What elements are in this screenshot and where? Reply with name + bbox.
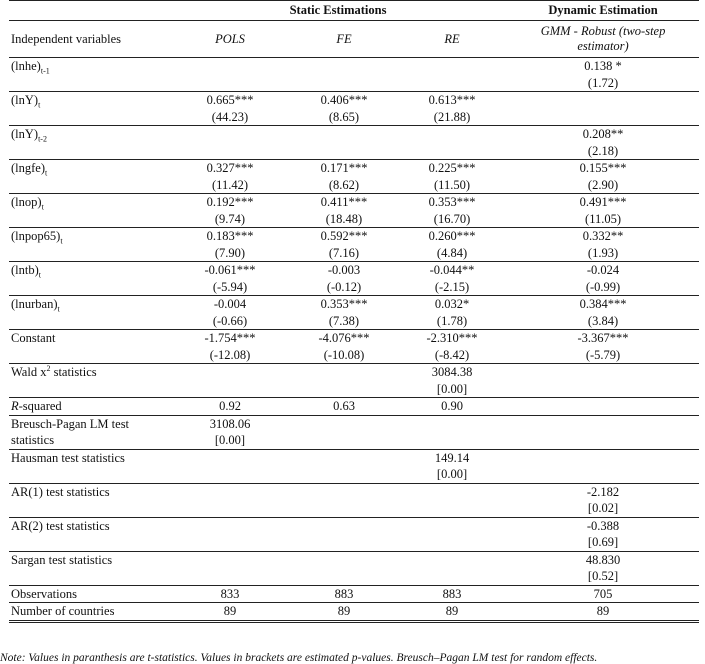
variable-subscript: t [41,202,44,212]
cell-pols [169,92,291,126]
footer-fe: 89 [291,603,397,620]
cell-gmm-stat: (-0.99) [585,279,621,294]
cell-gmm-stat: (2.90) [587,177,619,192]
cell-gmm [507,228,699,262]
regression-table [9,0,699,623]
cell-gmm [507,262,699,296]
footer-label: Number of countries [9,603,169,620]
cell-fe [291,58,397,92]
table-row [9,92,699,126]
variable-subscript: t [38,100,41,110]
cell-fe-value: 0.406*** [320,93,368,107]
cell-pols [169,126,291,160]
variable-label [9,92,169,126]
cell-fe-stat: (8.62) [328,177,360,192]
wald-label-a: Wald x [11,365,47,379]
cell-pols [169,415,291,449]
cell-fe-value: 0.171*** [320,161,368,175]
variable-name: (lnurban) [11,297,58,311]
cell-fe-value: -0.003 [327,263,361,277]
cell-pols [169,517,291,551]
cell-gmm-stat: (3.84) [587,313,619,328]
table-row [9,160,699,194]
cell-gmm-stat: (1.93) [587,245,619,260]
table-row [9,262,699,296]
variable-label [9,160,169,194]
cell-re [397,330,507,364]
rsquared-label-rest: -squared [18,399,62,413]
cell-re-value: 0.613*** [428,93,476,107]
cell-gmm-value: 0.491*** [579,195,627,209]
wald-label [9,364,169,398]
cell-gmm-value: 0.138 * [584,59,622,73]
cell-gmm [507,551,699,585]
cell-fe-value: 0.411*** [320,195,368,209]
cell-fe [291,551,397,585]
cell-fe [291,92,397,126]
cell-gmm [507,517,699,551]
cell-gmm [507,449,699,483]
cell-fe-value: 0.592*** [320,229,368,243]
cell-re-value: 0.032* [434,297,470,311]
dynamic-group-label: Dynamic Estimation [548,3,658,18]
breusch-pagan-label-2: statistics [11,433,55,447]
wald-re-stat: [0.00] [436,381,468,396]
cell-re [397,194,507,228]
cell-re [397,58,507,92]
cell-pols-value: 0.183*** [206,229,254,243]
cell-fe-stat: (-10.08) [323,347,365,362]
rsquared-re: 0.90 [397,398,507,416]
variable-name: (lngfe) [11,161,46,175]
cell-fe-stat: (7.38) [328,313,360,328]
table-row [9,296,699,330]
column-header-row [9,21,699,58]
cell-gmm-stat: (11.05) [585,211,622,226]
variable-name: (lnY) [11,93,39,107]
cell-re-stat: (1.78) [436,313,468,328]
col-header-gmm-line1: GMM - Robust (two-step [540,24,666,38]
footer-pols: 89 [169,603,291,620]
rsquared-fe: 0.63 [291,398,397,416]
cell-pols-value: -1.754*** [204,331,256,345]
cell-pols-value: 0.665*** [206,93,254,107]
cell-pols [169,262,291,296]
cell-re-value: -0.044** [429,263,475,277]
cell-re-stat: (11.50) [434,177,471,192]
cell-pols-stat: (11.42) [212,177,248,192]
footer-gmm: 89 [507,603,699,620]
cell-re-value: 0.260*** [428,229,476,243]
cell-re [397,92,507,126]
cell-gmm [507,330,699,364]
cell-gmm [507,415,699,449]
cell-gmm-value: -3.367*** [577,331,629,345]
footer-label: Observations [9,585,169,603]
table-note: Note: Values in paranthesis are t-statistics. Values in brackets are estimated p-values. Breusch–Pagan LM test for random effects. [0,652,598,664]
variable-label [9,296,169,330]
col-header-gmm [507,21,699,58]
ar2-gmm-value: -0.388 [586,518,620,533]
cell-re [397,364,507,398]
rsquared-label [9,398,169,416]
cell-fe-stat: (-0.12) [326,279,362,294]
cell-pols-value: 0.327*** [206,161,254,175]
table-row [9,58,699,92]
cell-re [397,296,507,330]
variable-label [9,194,169,228]
variable-name: (lnY) [11,127,39,141]
cell-pols-stat: (-0.66) [212,313,248,328]
cell-fe-stat: (18.48) [325,211,363,226]
wald-re-value: 3084.38 [431,365,473,379]
variable-label [9,330,169,364]
cell-gmm-stat: (1.72) [587,75,619,90]
cell-pols-value: -0.061*** [204,263,256,277]
bp-pols-value: 3108.06 [209,416,251,431]
variable-name: (lntb) [11,263,39,277]
table-row [9,228,699,262]
footer-re: 883 [397,585,507,603]
col-header-re: RE [397,21,507,58]
cell-fe [291,449,397,483]
variable-subscript: t-1 [40,66,50,76]
cell-pols-stat: (7.90) [214,245,246,260]
cell-re [397,228,507,262]
cell-gmm-value: 0.332** [582,229,624,243]
cell-pols-stat: (-12.08) [209,347,251,362]
cell-re [397,160,507,194]
cell-fe [291,160,397,194]
cell-re [397,551,507,585]
breusch-pagan-label-1: Breusch-Pagan LM test [11,416,130,431]
cell-re-stat: (16.70) [433,211,471,226]
cell-pols [169,296,291,330]
cell-fe [291,483,397,517]
cell-gmm [507,160,699,194]
cell-pols [169,194,291,228]
hausman-row [9,449,699,483]
cell-re-stat: (-8.42) [434,347,470,362]
cell-re-stat: (21.88) [433,109,471,124]
group-header-row [9,1,699,21]
variable-label [9,126,169,160]
footer-row [9,603,699,620]
cell-re [397,517,507,551]
variable-subscript: t [60,236,63,246]
cell-fe [291,228,397,262]
cell-pols [169,58,291,92]
sargan-label: Sargan test statistics [9,551,169,585]
cell-fe [291,415,397,449]
cell-pols [169,551,291,585]
cell-pols [169,483,291,517]
cell-re-value: -2.310*** [426,331,478,345]
variable-label [9,262,169,296]
bottom-rule [9,620,699,623]
cell-re [397,262,507,296]
cell-fe-stat: (7.16) [328,245,360,260]
cell-gmm [507,194,699,228]
cell-gmm-value: 0.208** [582,127,624,141]
breusch-pagan-row [9,415,699,449]
cell-pols-stat: (-5.94) [212,279,248,294]
cell-gmm [507,364,699,398]
variable-label [9,58,169,92]
cell-fe [291,364,397,398]
footer-row [9,585,699,603]
cell-fe-value: -4.076*** [318,331,370,345]
wald-label-b: statistics [50,365,97,379]
cell-fe [291,262,397,296]
hausman-label: Hausman test statistics [9,449,169,483]
variable-name: (lnhe) [11,59,41,73]
cell-fe-value: 0.353*** [320,297,368,311]
ar1-row [9,483,699,517]
variable-label [9,228,169,262]
variable-name: (lnop) [11,195,42,209]
variable-subscript: t [38,270,42,280]
variable-name: Constant [11,331,56,345]
cell-fe [291,517,397,551]
wald-label-sup: 2 [46,363,51,373]
sargan-row [9,551,699,585]
ar2-row [9,517,699,551]
variable-subscript: t-2 [38,134,47,144]
cell-pols [169,364,291,398]
col-header-fe: FE [291,21,397,58]
cell-pols [169,330,291,364]
table-row [9,126,699,160]
variable-subscript: t [45,168,48,178]
cell-gmm [507,126,699,160]
cell-re-value: 0.225*** [428,161,476,175]
ar2-label: AR(2) test statistics [9,517,169,551]
static-group-label: Static Estimations [289,3,387,18]
cell-re [397,483,507,517]
footer-re: 89 [397,603,507,620]
rsquared-row [9,398,699,416]
cell-pols-stat: (9.74) [214,211,246,226]
footer-fe: 883 [291,585,397,603]
sargan-gmm-value: 48.830 [585,552,621,567]
cell-pols-value: -0.004 [213,297,247,311]
cell-re-stat: (-2.15) [434,279,470,294]
cell-gmm-stat: (2.18) [587,143,619,158]
breusch-pagan-label [9,415,169,449]
cell-fe [291,126,397,160]
cell-re-value: 0.353*** [428,195,476,209]
cell-pols [169,228,291,262]
cell-fe-stat: (8.65) [328,109,360,124]
table-row [9,194,699,228]
variable-name: (lnpop65) [11,229,61,243]
cell-gmm-value: 0.155*** [579,161,627,175]
cell-gmm-value: 0.384*** [579,297,627,311]
cell-re [397,126,507,160]
results-table [9,1,699,620]
col-header-pols: POLS [169,21,291,58]
cell-fe [291,296,397,330]
cell-gmm [507,92,699,126]
sargan-gmm-stat: [0.52] [587,569,619,583]
cell-gmm [507,296,699,330]
variable-subscript: t [57,304,60,314]
cell-re [397,415,507,449]
rsquared-pols: 0.92 [169,398,291,416]
table-row [9,330,699,364]
bp-pols-stat: [0.00] [214,433,246,447]
cell-gmm-stat: (-5.79) [585,347,621,362]
col-header-gmm-line2: estimator) [577,39,629,53]
cell-re [397,449,507,483]
ar1-gmm-stat: [0.02] [587,501,619,515]
footer-gmm: 705 [507,585,699,603]
ar1-label: AR(1) test statistics [9,483,169,517]
wald-row [9,364,699,398]
cell-gmm [507,398,699,416]
cell-pols [169,160,291,194]
cell-pols-value: 0.192*** [206,195,254,209]
col-header-variables: Independent variables [9,21,169,58]
footer-pols: 833 [169,585,291,603]
rsquared-label-r: R [11,399,19,413]
cell-gmm-value: -0.024 [586,263,620,277]
cell-pols-stat: (44.23) [211,109,249,124]
cell-fe [291,194,397,228]
cell-pols [169,449,291,483]
ar2-gmm-stat: [0.69] [587,535,619,549]
hausman-re-value: 149.14 [434,450,470,465]
cell-fe [291,330,397,364]
cell-gmm [507,58,699,92]
ar1-gmm-value: -2.182 [586,484,620,499]
hausman-re-stat: [0.00] [436,467,468,481]
cell-re-stat: (4.84) [436,245,468,260]
cell-gmm [507,483,699,517]
